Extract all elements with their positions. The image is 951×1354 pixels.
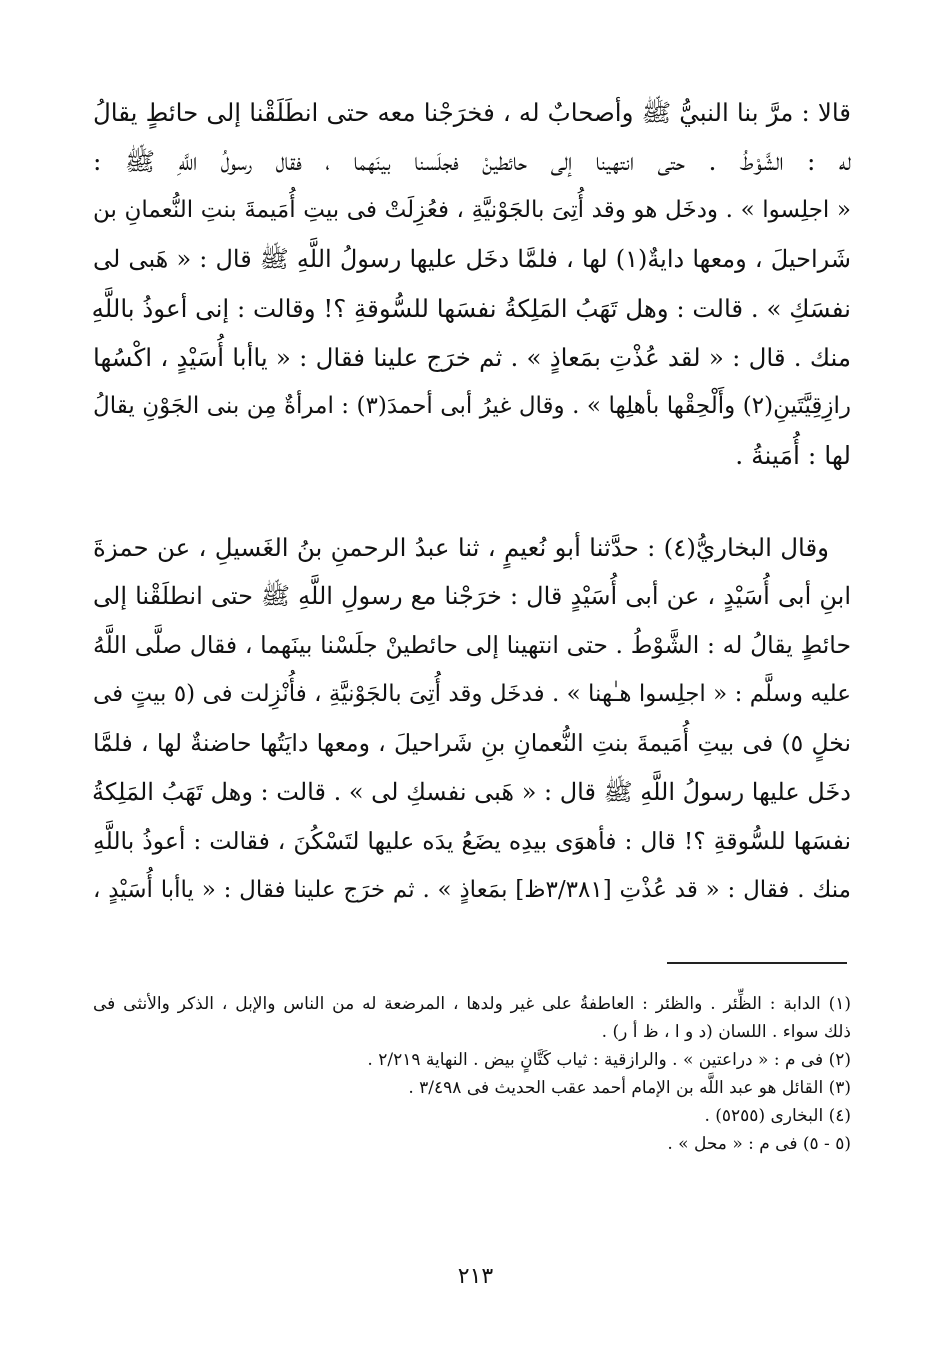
- footnote-line: (٣) القائل هو عبد اللَّه بن الإمام أحمد عقب الحديث فى ٣/٤٩٨ .: [408, 1078, 851, 1098]
- text-line: « اجلِسوا » . ودخَل هو وقد أُتِىَ بالجَوْنيَّةِ ، فعُزِلَتْ فى بيتِ أُمَيمةَ بنتِ النُّعمانِ بن: [93, 197, 851, 223]
- text-line: منك . فقال : « قد عُذْتِ [٣/٣٨١ظ] بمَعاذٍ » . ثم خرَج علينا فقال : « ياأبا أُسَيْدٍ ،: [93, 877, 851, 903]
- page-number: ٢١٣: [457, 1264, 494, 1289]
- text-line: نخلٍ ٥) فى بيتِ أُمَيمةَ بنتِ النُّعمانِ بنِ شَراحيلَ ، ومعها دايَتُها حاضنةٌ لها ، فلمَّا: [93, 729, 851, 757]
- footnote-line: ذلك سواء . اللسان (د و ا ، ظ أ ر) .: [601, 1022, 851, 1042]
- text-line: له : الشَّوْطُ . حتى انتهينا إلى حائطينْ فجلَسنا بينَهما ، فقال رسولُ اللَّهِ ﷺ :: [93, 147, 851, 176]
- text-line: قالا : مرَّ بنا النبيُّ ﷺ وأصحابٌ له ، فخرَجْنا معه حتى انطَلَقْنا إلى حائطٍ يقالُ: [93, 98, 851, 127]
- text-line: عليه وسلَّم : « اجلِسوا هـٰهنا » . فدخَل وقد أُتِىَ بالجَوْنيَّةِ ، فأُنْزِلت فى (٥ بيتٍ فى: [93, 681, 851, 707]
- footnote-line: (١) الدابة : الظِّئر . والظئر : العاطفةُ على غير ولدها ، المرضعة له من الناس والإبل ، الذكر والأنثى فى: [93, 994, 851, 1014]
- footnote-line: (٥ - ٥) فى م : « محل » .: [667, 1134, 851, 1154]
- main-paragraph-1: [93, 88, 851, 480]
- text-line: دخَل عليها رسولُ اللَّهِ ﷺ قال : « هَبى نفسكِ لى » . قالت : وهل تَهَبُ المَلِكةُ: [92, 778, 851, 806]
- footnote-line: (٤) البخارى (٥٢٥٥) .: [704, 1106, 851, 1126]
- footnotes: [93, 990, 851, 1158]
- text-line: ابنِ أبى أُسَيْدٍ ، عن أبى أُسَيْدٍ قال : خرَجْنا مع رسولِ اللَّهِ ﷺ حتى انطلَقْنا إلى: [93, 582, 851, 610]
- text-line: نفسَها للسُّوقةِ ؟! قال : فأهوَى بيدِه يضَعُ يدَه عليها لتَسْكُنَ ، فقالت : أعوذُ باللَّهِ: [93, 827, 851, 855]
- text-line: شَراحيلَ ، ومعها دايةٌ(١) لها ، فلمَّا دخَل عليها رسولُ اللَّهِ ﷺ قال : « هَبى لى: [93, 245, 851, 273]
- footnote-divider: [667, 962, 847, 964]
- text-line: نفسَكِ » . قالت : وهل تَهَبُ المَلِكةُ نفسَها للسُّوقةِ ؟! وقالت : إنى أعوذُ باللَّهِ: [91, 294, 851, 323]
- text-line: رازِقِيَّتَينِ(٢) وأَلْحِقْها بأهلِها » . وقال غيرُ أبى أحمدَ(٣) : امرأةٌ مِن بنى الجَوْنِ يقالُ: [93, 393, 851, 419]
- text-line: وقال البخاريُّ(٤) : حدَّثنا أبو نُعيمٍ ، ثنا عبدُ الرحمنِ بنُ الغَسيلِ ، عن حمزةَ: [93, 533, 830, 562]
- text-line: لها : أُمَينةُ .: [735, 441, 851, 470]
- main-paragraph-2: [93, 523, 851, 915]
- footnote-line: (٢) فى م : « دراعتين » . والرازقية : ثياب كَتَّانٍ بيض . النهاية ٢/٢١٩ .: [367, 1050, 851, 1070]
- text-line: منك . قال : « لقد عُذْتِ بمَعاذٍ » . ثم خرَج علينا فقال : « ياأبا أُسَيْدٍ ، اكْسُها: [93, 343, 851, 372]
- text-line: حائطٍ يقالُ له : الشَّوْطُ . حتى انتهينا إلى حائطينْ جلَسْنا بينَهما ، فقال صلَّى اللَّهُ: [93, 631, 851, 659]
